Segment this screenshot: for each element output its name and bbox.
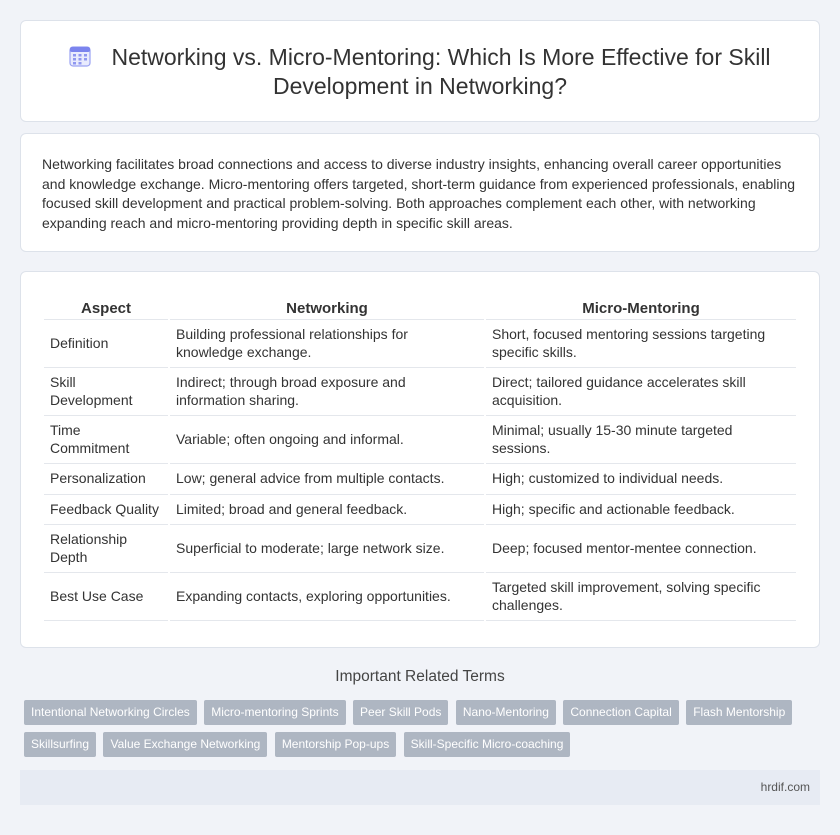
related-term-tag[interactable]: Micro-mentoring Sprints (204, 700, 345, 725)
related-term-tag[interactable]: Mentorship Pop-ups (275, 732, 396, 757)
micro-mentoring-cell: High; specific and actionable feedback. (486, 495, 796, 526)
aspect-cell: Definition (44, 320, 168, 368)
table-row (44, 495, 796, 526)
micro-mentoring-cell: Direct; tailored guidance accelerates skill acquisition. (486, 368, 796, 416)
related-term-tag[interactable]: Value Exchange Networking (103, 732, 267, 757)
aspect-cell: Time Commitment (44, 416, 168, 464)
related-term-tag[interactable]: Peer Skill Pods (353, 700, 448, 725)
related-term-tag[interactable]: Flash Mentorship (686, 700, 792, 725)
page-title: Networking vs. Micro-Mentoring: Which Is More Effective for Skill Development in Networking? (111, 44, 771, 99)
networking-cell: Superficial to moderate; large network size. (170, 525, 484, 573)
table-header-row (44, 296, 796, 320)
networking-cell: Building professional relationships for knowledge exchange. (170, 320, 484, 368)
related-term-tag[interactable]: Intentional Networking Circles (24, 700, 197, 725)
table-row (44, 416, 796, 464)
networking-cell: Low; general advice from multiple contacts. (170, 464, 484, 495)
micro-mentoring-cell: Targeted skill improvement, solving specific challenges. (486, 573, 796, 621)
aspect-cell: Personalization (44, 464, 168, 495)
header-networking: Networking (170, 296, 484, 320)
networking-cell: Indirect; through broad exposure and information sharing. (170, 368, 484, 416)
title-card (20, 20, 820, 122)
related-term-tag[interactable]: Skillsurfing (24, 732, 96, 757)
table-row (44, 573, 796, 621)
micro-mentoring-cell: High; customized to individual needs. (486, 464, 796, 495)
networking-cell: Variable; often ongoing and informal. (170, 416, 484, 464)
related-terms-tags (24, 700, 804, 764)
comparison-table-card (20, 271, 820, 648)
related-term-tag[interactable]: Connection Capital (563, 700, 678, 725)
aspect-cell: Skill Development (44, 368, 168, 416)
page-title-wrap (21, 43, 819, 101)
micro-mentoring-cell: Short, focused mentoring sessions targeting specific skills. (486, 320, 796, 368)
networking-cell: Limited; broad and general feedback. (170, 495, 484, 526)
networking-cell: Expanding contacts, exploring opportunities. (170, 573, 484, 621)
table-row (44, 320, 796, 368)
table-row (44, 525, 796, 573)
aspect-cell: Relationship Depth (44, 525, 168, 573)
micro-mentoring-cell: Minimal; usually 15-30 minute targeted sessions. (486, 416, 796, 464)
related-terms-title: Important Related Terms (335, 668, 505, 685)
comparison-table (42, 296, 798, 621)
table-row (44, 368, 796, 416)
aspect-cell: Best Use Case (44, 573, 168, 621)
aspect-cell: Feedback Quality (44, 495, 168, 526)
footer (20, 770, 820, 805)
micro-mentoring-cell: Deep; focused mentor-mentee connection. (486, 525, 796, 573)
footer-site-link[interactable]: hrdif.com (760, 780, 810, 794)
intro-card (20, 133, 820, 252)
table-row (44, 464, 796, 495)
header-micro-mentoring: Micro-Mentoring (486, 296, 796, 320)
header-aspect: Aspect (44, 296, 168, 320)
intro-text: Networking facilitates broad connections and access to diverse industry insights, enhancing overall career opportunities and knowledge exchange. Micro-mentoring offers targeted, short-term guidance from experienced professionals, enabling focused skill development and practical problem-solving. Both approaches complement each other, with networking expanding reach and micro-mentoring providing depth in specific skill areas. (42, 156, 796, 231)
related-term-tag[interactable]: Skill-Specific Micro-coaching (404, 732, 571, 757)
related-term-tag[interactable]: Nano-Mentoring (456, 700, 556, 725)
calendar-icon (69, 45, 91, 67)
